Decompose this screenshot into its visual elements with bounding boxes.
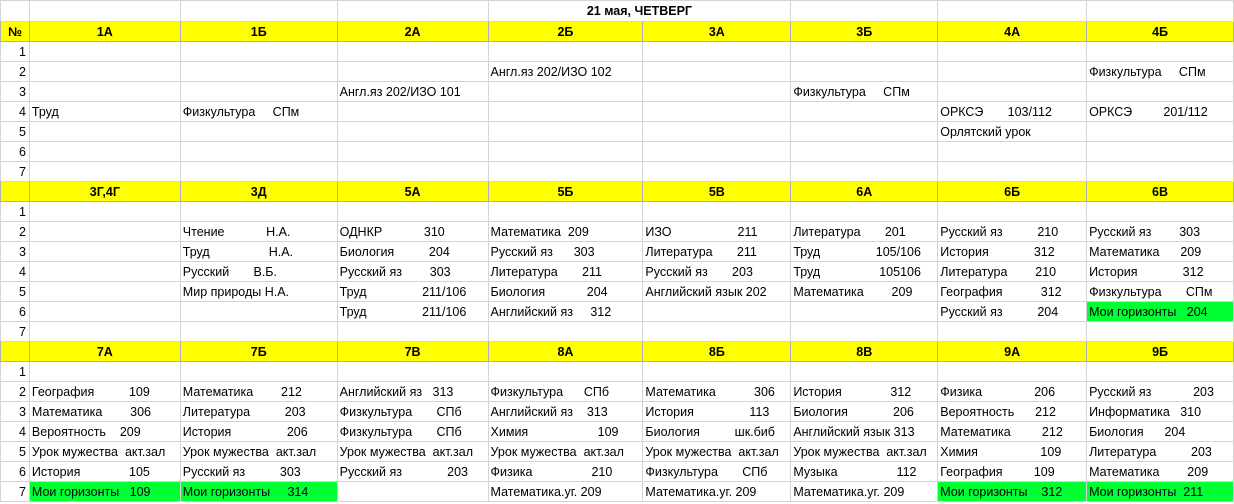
lesson-cell[interactable] xyxy=(643,62,791,82)
lesson-number[interactable]: 4 xyxy=(1,422,30,442)
class-header[interactable]: 1Б xyxy=(180,22,337,42)
lesson-cell[interactable]: История 312 xyxy=(1087,262,1234,282)
lesson-cell[interactable]: Урок мужества акт.зал xyxy=(29,442,180,462)
lesson-cell[interactable] xyxy=(643,82,791,102)
class-header[interactable]: 6А xyxy=(791,182,938,202)
lesson-cell[interactable] xyxy=(29,162,180,182)
empty-cell[interactable] xyxy=(1,1,30,22)
lesson-cell[interactable] xyxy=(643,102,791,122)
lesson-cell[interactable]: Химия 109 xyxy=(488,422,643,442)
lesson-cell[interactable]: Литература 210 xyxy=(938,262,1087,282)
lesson-cell[interactable]: География 312 xyxy=(938,282,1087,302)
lesson-cell[interactable] xyxy=(791,302,938,322)
empty-cell[interactable] xyxy=(1087,1,1234,22)
class-header[interactable]: 7А xyxy=(29,342,180,362)
lesson-cell[interactable]: Урок мужества акт.зал xyxy=(488,442,643,462)
lesson-cell[interactable] xyxy=(791,42,938,62)
class-header[interactable]: 5А xyxy=(337,182,488,202)
lesson-cell[interactable] xyxy=(337,322,488,342)
lesson-cell[interactable]: Мои горизонты 314 xyxy=(180,482,337,502)
lesson-cell[interactable] xyxy=(488,322,643,342)
lesson-row xyxy=(1,482,1234,502)
lesson-cell[interactable]: Русский яз 303 xyxy=(488,242,643,262)
lesson-cell[interactable]: Русский яз 203 xyxy=(1087,382,1234,402)
lesson-cell[interactable]: История 105 xyxy=(29,462,180,482)
lesson-cell[interactable] xyxy=(1087,42,1234,62)
class-header[interactable]: 7Б xyxy=(180,342,337,362)
lesson-cell[interactable] xyxy=(643,142,791,162)
lesson-cell[interactable]: История 312 xyxy=(938,242,1087,262)
lesson-cell[interactable]: Русский яз 203 xyxy=(643,262,791,282)
lesson-number[interactable]: 1 xyxy=(1,202,30,222)
lesson-row xyxy=(1,462,1234,482)
lesson-cell[interactable] xyxy=(643,202,791,222)
lesson-number[interactable]: 6 xyxy=(1,462,30,482)
lesson-cell[interactable]: Труд xyxy=(29,102,180,122)
lesson-cell[interactable] xyxy=(1087,142,1234,162)
class-header[interactable]: 3Б xyxy=(791,22,938,42)
lesson-cell[interactable]: Математика 209 xyxy=(791,282,938,302)
lesson-cell[interactable]: Мои горизонты 312 xyxy=(938,482,1087,502)
lesson-cell[interactable]: Труд 211/106 xyxy=(337,302,488,322)
lesson-cell[interactable]: Литература 203 xyxy=(1087,442,1234,462)
lesson-cell[interactable]: Русский яз 303 xyxy=(180,462,337,482)
lesson-cell[interactable]: Английский яз 313 xyxy=(337,382,488,402)
lesson-cell[interactable] xyxy=(488,42,643,62)
class-header[interactable]: 5Б xyxy=(488,182,643,202)
lesson-cell[interactable]: Русский В.Б. xyxy=(180,262,337,282)
empty-cell[interactable] xyxy=(791,1,938,22)
lesson-cell[interactable] xyxy=(643,122,791,142)
lesson-cell[interactable] xyxy=(180,142,337,162)
lesson-cell[interactable]: Информатика 310 xyxy=(1087,402,1234,422)
lesson-cell[interactable]: Литература 201 xyxy=(791,222,938,242)
lesson-row xyxy=(1,362,1234,382)
lesson-cell[interactable] xyxy=(1087,82,1234,102)
empty-cell[interactable] xyxy=(337,1,488,22)
lesson-cell[interactable] xyxy=(29,322,180,342)
lesson-cell[interactable]: Физика 210 xyxy=(488,462,643,482)
lesson-number[interactable]: 1 xyxy=(1,42,30,62)
lesson-cell[interactable]: Математика.уг. 209 xyxy=(488,482,643,502)
lesson-cell[interactable]: Урок мужества акт.зал xyxy=(791,442,938,462)
lesson-cell[interactable]: Русский яз 303 xyxy=(1087,222,1234,242)
lesson-cell[interactable] xyxy=(938,322,1087,342)
lesson-cell[interactable] xyxy=(791,322,938,342)
lesson-cell[interactable]: Орлятский урок xyxy=(938,122,1087,142)
lesson-cell[interactable] xyxy=(180,42,337,62)
lesson-cell[interactable] xyxy=(791,102,938,122)
lesson-cell[interactable]: Мои горизонты 109 xyxy=(29,482,180,502)
lesson-cell[interactable]: Физика 206 xyxy=(938,382,1087,402)
lesson-cell[interactable]: Русский яз 210 xyxy=(938,222,1087,242)
lesson-cell[interactable] xyxy=(337,362,488,382)
class-header[interactable]: 2А xyxy=(337,22,488,42)
lesson-cell[interactable]: Вероятность 212 xyxy=(938,402,1087,422)
class-header[interactable]: 9А xyxy=(938,342,1087,362)
lesson-cell[interactable] xyxy=(938,42,1087,62)
lesson-row xyxy=(1,42,1234,62)
lesson-cell[interactable]: Математика 306 xyxy=(643,382,791,402)
title-row xyxy=(1,1,1234,22)
lesson-cell[interactable]: Труд 105106 xyxy=(791,262,938,282)
lesson-cell[interactable] xyxy=(337,202,488,222)
lesson-number[interactable]: 1 xyxy=(1,362,30,382)
lesson-cell[interactable] xyxy=(29,362,180,382)
lesson-row xyxy=(1,202,1234,222)
lesson-cell[interactable] xyxy=(643,362,791,382)
lesson-cell[interactable]: Чтение Н.А. xyxy=(180,222,337,242)
lesson-cell[interactable] xyxy=(938,202,1087,222)
lesson-cell[interactable] xyxy=(938,82,1087,102)
lesson-cell[interactable]: Физкультура СПб xyxy=(643,462,791,482)
lesson-cell[interactable] xyxy=(643,302,791,322)
lesson-row xyxy=(1,442,1234,462)
lesson-cell[interactable] xyxy=(1087,202,1234,222)
lesson-cell[interactable] xyxy=(643,162,791,182)
lesson-cell[interactable]: Биология 204 xyxy=(488,282,643,302)
lesson-number[interactable]: 5 xyxy=(1,122,30,142)
lesson-cell[interactable] xyxy=(29,242,180,262)
lesson-cell[interactable] xyxy=(488,142,643,162)
lesson-number[interactable]: 7 xyxy=(1,322,30,342)
lesson-cell[interactable]: История 206 xyxy=(180,422,337,442)
lesson-cell[interactable]: Русский яз 204 xyxy=(938,302,1087,322)
lesson-cell[interactable] xyxy=(488,162,643,182)
lesson-cell[interactable]: Труд 211/106 xyxy=(337,282,488,302)
lesson-row xyxy=(1,382,1234,402)
lesson-cell[interactable]: Урок мужества акт.зал xyxy=(337,442,488,462)
lesson-cell[interactable]: Физкультура СПб xyxy=(488,382,643,402)
class-header[interactable]: 1А xyxy=(29,22,180,42)
lesson-cell[interactable]: Урок мужества акт.зал xyxy=(643,442,791,462)
lesson-cell[interactable] xyxy=(791,162,938,182)
lesson-row xyxy=(1,142,1234,162)
lesson-cell[interactable]: Математика 212 xyxy=(180,382,337,402)
lesson-cell[interactable] xyxy=(488,362,643,382)
lesson-cell[interactable] xyxy=(337,122,488,142)
lesson-cell[interactable]: Англ.яз 202/ИЗО 102 xyxy=(488,62,643,82)
lesson-cell[interactable]: Биология 206 xyxy=(791,402,938,422)
lesson-cell[interactable]: ОРКСЭ 103/112 xyxy=(938,102,1087,122)
lesson-cell[interactable]: Русский яз 203 xyxy=(337,462,488,482)
lesson-cell[interactable] xyxy=(643,42,791,62)
lesson-number[interactable]: 5 xyxy=(1,282,30,302)
lesson-number[interactable]: 2 xyxy=(1,222,30,242)
class-header[interactable]: 5В xyxy=(643,182,791,202)
lesson-row xyxy=(1,222,1234,242)
empty-cell[interactable] xyxy=(938,1,1087,22)
lesson-cell[interactable]: Литература 203 xyxy=(180,402,337,422)
lesson-cell[interactable]: Физкультура СПм xyxy=(1087,282,1234,302)
lesson-cell[interactable] xyxy=(791,62,938,82)
class-header[interactable]: 3Г,4Г xyxy=(29,182,180,202)
date-title[interactable]: 21 мая, ЧЕТВЕРГ xyxy=(488,1,791,22)
lesson-cell[interactable] xyxy=(29,222,180,242)
lesson-cell[interactable]: Труд 105/106 xyxy=(791,242,938,262)
lesson-cell[interactable]: Математика 209 xyxy=(488,222,643,242)
lesson-cell[interactable]: Математика 212 xyxy=(938,422,1087,442)
lesson-cell[interactable]: Математика.уг. 209 xyxy=(643,482,791,502)
lesson-cell[interactable] xyxy=(791,142,938,162)
lesson-cell[interactable] xyxy=(1087,362,1234,382)
lesson-cell[interactable]: Мои горизонты 211 xyxy=(1087,482,1234,502)
lesson-row xyxy=(1,302,1234,322)
lesson-cell[interactable]: Мои горизонты 204 xyxy=(1087,302,1234,322)
class-header[interactable]: 9Б xyxy=(1087,342,1234,362)
lesson-cell[interactable]: Музыка 112 xyxy=(791,462,938,482)
lesson-number[interactable]: 2 xyxy=(1,62,30,82)
lesson-cell[interactable] xyxy=(791,122,938,142)
lesson-row xyxy=(1,322,1234,342)
lesson-cell[interactable] xyxy=(337,142,488,162)
lesson-cell[interactable]: Русский яз 303 xyxy=(337,262,488,282)
lesson-cell[interactable] xyxy=(1087,322,1234,342)
lesson-cell[interactable] xyxy=(29,262,180,282)
lesson-cell[interactable]: Мир природы Н.А. xyxy=(180,282,337,302)
class-header-row xyxy=(1,182,1234,202)
lesson-cell[interactable]: Английский яз 313 xyxy=(488,402,643,422)
lesson-cell[interactable] xyxy=(180,82,337,102)
lesson-number[interactable]: 3 xyxy=(1,242,30,262)
class-header-row xyxy=(1,22,1234,42)
lesson-cell[interactable] xyxy=(337,102,488,122)
lesson-number[interactable]: 4 xyxy=(1,262,30,282)
lesson-cell[interactable]: Химия 109 xyxy=(938,442,1087,462)
lesson-cell[interactable] xyxy=(180,362,337,382)
lesson-cell[interactable]: Физкультура СПм xyxy=(180,102,337,122)
lesson-cell[interactable]: История 113 xyxy=(643,402,791,422)
class-header[interactable]: 7В xyxy=(337,342,488,362)
lesson-row xyxy=(1,122,1234,142)
lesson-number[interactable]: 7 xyxy=(1,162,30,182)
lesson-cell[interactable]: Биология 204 xyxy=(337,242,488,262)
lesson-cell[interactable] xyxy=(938,142,1087,162)
number-header[interactable] xyxy=(1,342,30,362)
lesson-cell[interactable] xyxy=(643,322,791,342)
lesson-cell[interactable] xyxy=(337,162,488,182)
lesson-cell[interactable] xyxy=(791,202,938,222)
lesson-number[interactable]: 7 xyxy=(1,482,30,502)
lesson-cell[interactable]: Вероятность 209 xyxy=(29,422,180,442)
lesson-row xyxy=(1,422,1234,442)
lesson-cell[interactable] xyxy=(29,42,180,62)
class-header[interactable]: 8А xyxy=(488,342,643,362)
lesson-cell[interactable]: Математика 209 xyxy=(1087,242,1234,262)
lesson-row xyxy=(1,162,1234,182)
lesson-cell[interactable] xyxy=(180,62,337,82)
lesson-row xyxy=(1,402,1234,422)
lesson-row xyxy=(1,102,1234,122)
lesson-cell[interactable]: Англ.яз 202/ИЗО 101 xyxy=(337,82,488,102)
class-header[interactable]: 8В xyxy=(791,342,938,362)
lesson-cell[interactable]: Английский язык 313 xyxy=(791,422,938,442)
lesson-cell[interactable] xyxy=(488,122,643,142)
lesson-cell[interactable]: Математика 306 xyxy=(29,402,180,422)
empty-cell[interactable] xyxy=(29,1,180,22)
lesson-cell[interactable] xyxy=(337,62,488,82)
lesson-cell[interactable] xyxy=(938,62,1087,82)
lesson-cell[interactable]: География 109 xyxy=(938,462,1087,482)
class-header[interactable]: 4А xyxy=(938,22,1087,42)
lesson-cell[interactable] xyxy=(337,42,488,62)
lesson-number[interactable]: 3 xyxy=(1,82,30,102)
lesson-cell[interactable]: Литература 211 xyxy=(488,262,643,282)
lesson-cell[interactable]: Физкультура СПб xyxy=(337,402,488,422)
lesson-cell[interactable]: Английский язык 202 xyxy=(643,282,791,302)
lesson-cell[interactable]: Математика.уг. 209 xyxy=(791,482,938,502)
class-header[interactable]: 3А xyxy=(643,22,791,42)
lesson-cell[interactable]: Урок мужества акт.зал xyxy=(180,442,337,462)
lesson-cell[interactable] xyxy=(29,142,180,162)
lesson-row xyxy=(1,82,1234,102)
lesson-cell[interactable]: ОДНКР 310 xyxy=(337,222,488,242)
lesson-cell[interactable] xyxy=(29,282,180,302)
lesson-number[interactable]: 6 xyxy=(1,302,30,322)
lesson-number[interactable]: 4 xyxy=(1,102,30,122)
lesson-cell[interactable] xyxy=(29,62,180,82)
lesson-cell[interactable] xyxy=(938,362,1087,382)
class-header-row xyxy=(1,342,1234,362)
empty-cell[interactable] xyxy=(180,1,337,22)
lesson-number[interactable]: 5 xyxy=(1,442,30,462)
lesson-cell[interactable] xyxy=(180,162,337,182)
lesson-cell[interactable] xyxy=(180,202,337,222)
lesson-cell[interactable] xyxy=(488,82,643,102)
lesson-cell[interactable] xyxy=(1087,162,1234,182)
number-header[interactable] xyxy=(1,182,30,202)
lesson-cell[interactable] xyxy=(29,202,180,222)
number-header[interactable]: № xyxy=(1,22,30,42)
lesson-row xyxy=(1,262,1234,282)
lesson-cell[interactable]: Английский яз 312 xyxy=(488,302,643,322)
lesson-number[interactable]: 2 xyxy=(1,382,30,402)
lesson-row xyxy=(1,62,1234,82)
lesson-cell[interactable]: Труд Н.А. xyxy=(180,242,337,262)
lesson-cell[interactable]: Физкультура СПм xyxy=(1087,62,1234,82)
lesson-cell[interactable] xyxy=(180,122,337,142)
lesson-cell[interactable]: ИЗО 211 xyxy=(643,222,791,242)
lesson-cell[interactable] xyxy=(1087,122,1234,142)
lesson-number[interactable]: 6 xyxy=(1,142,30,162)
lesson-cell[interactable]: ОРКСЭ 201/112 xyxy=(1087,102,1234,122)
class-header[interactable]: 6Б xyxy=(938,182,1087,202)
lesson-cell[interactable] xyxy=(180,302,337,322)
lesson-cell[interactable] xyxy=(488,202,643,222)
lesson-cell[interactable] xyxy=(29,82,180,102)
lesson-cell[interactable]: Литература 211 xyxy=(643,242,791,262)
class-header[interactable]: 4Б xyxy=(1087,22,1234,42)
lesson-cell[interactable] xyxy=(29,122,180,142)
lesson-number[interactable]: 3 xyxy=(1,402,30,422)
class-header[interactable]: 8Б xyxy=(643,342,791,362)
class-header[interactable]: 3Д xyxy=(180,182,337,202)
lesson-cell[interactable] xyxy=(337,482,488,502)
lesson-cell[interactable]: Физкультура СПб xyxy=(337,422,488,442)
lesson-cell[interactable]: Биология шк.биб xyxy=(643,422,791,442)
lesson-cell[interactable]: Биология 204 xyxy=(1087,422,1234,442)
lesson-row xyxy=(1,242,1234,262)
lesson-cell[interactable] xyxy=(29,302,180,322)
lesson-cell[interactable]: География 109 xyxy=(29,382,180,402)
lesson-cell[interactable]: Математика 209 xyxy=(1087,462,1234,482)
lesson-cell[interactable] xyxy=(791,362,938,382)
lesson-row xyxy=(1,282,1234,302)
lesson-cell[interactable] xyxy=(488,102,643,122)
lesson-cell[interactable]: Физкультура СПм xyxy=(791,82,938,102)
lesson-cell[interactable]: История 312 xyxy=(791,382,938,402)
lesson-cell[interactable] xyxy=(938,162,1087,182)
class-header[interactable]: 6В xyxy=(1087,182,1234,202)
lesson-cell[interactable] xyxy=(180,322,337,342)
class-header[interactable]: 2Б xyxy=(488,22,643,42)
